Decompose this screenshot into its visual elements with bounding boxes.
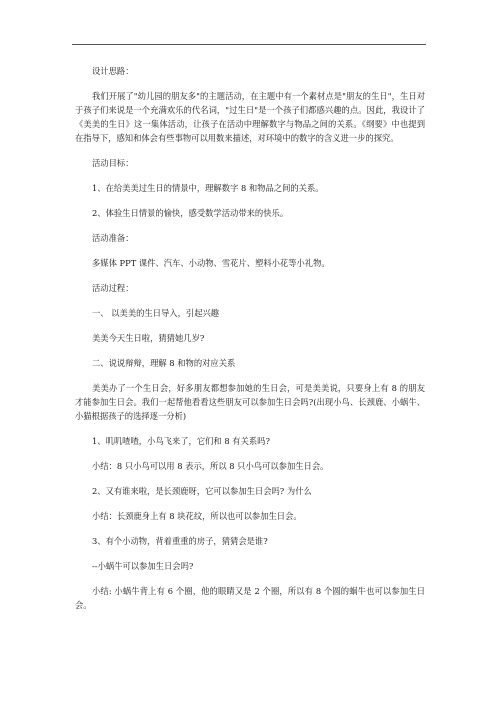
process-step-1-text: 美美今天生日啦，猜猜她几岁? xyxy=(92,333,205,343)
summary-giraffe: 小结：长颈鹿身上有 8 块花纹，所以也可以参加生日会。 xyxy=(92,511,302,521)
heading-activity-process: 活动过程： xyxy=(92,283,134,293)
heading-activity-goals: 活动目标： xyxy=(92,158,134,168)
summary-snail: 小结: 小蜗牛背上有 6 个圈，他的眼睛又是 2 个圈，所以有 8 个圆的蜗牛也可以参加生日会。 xyxy=(75,586,425,610)
question-snail: 3、有个小动物，背着重重的房子，猜猜会是谁? xyxy=(92,536,268,546)
heading-design-idea: 设计思路： xyxy=(92,66,134,76)
process-step-2-text: 美美办了一个生日会，好多朋友都想参加她的生日会，可是美美说，只要身上有 8 的朋友才能参加生日会。我们一起帮他看看这些朋友可以参加生日会吗?(出现小鸟、长颈鹿、小蜗牛、小猫根据孩子的选择逐一分析) xyxy=(75,383,425,421)
question-birds: 1、叽叽喳喳，小鸟飞来了，它们和 8 有关系吗? xyxy=(92,436,270,446)
question-giraffe: 2、又有谁来啦，是长颈鹿呀，它可以参加生日会吗? 为什么 xyxy=(92,486,312,496)
process-step-2-title: 二、说说辩辩，理解 8 和物的对应关系 xyxy=(92,358,236,368)
paragraph-design-idea: 我们开展了"幼儿园的朋友多"的主题活动，在主题中有一个素材点是"朋友的生日"，生日对于孩子们来说是一个充满欢乐的代名词，"过生日"是一个孩子们都感兴趣的点。因此，我设计了《美美的生日》这一集体活动，让孩子在活动中理解数字与物品之间的关系。《纲要》中也提到在指导下，感知和体会有些事物可以用数来描述，对环境中的数字的含义进一步的探究。 xyxy=(75,91,425,143)
heading-activity-prep: 活动准备： xyxy=(92,233,134,243)
goal-item-2: 2、体验生日情景的愉快，感受数学活动带来的快乐。 xyxy=(92,208,289,218)
header-rule xyxy=(72,44,426,45)
goal-item-1: 1、在给美美过生日的情景中，理解数字 8 和物品之间的关系。 xyxy=(92,183,324,193)
paragraph-prep-materials: 多媒体 PPT 课件、汽车、小动物、雪花片、塑料小花等小礼物。 xyxy=(92,258,330,268)
summary-birds: 小结：8 只小鸟可以用 8 表示，所以 8 只小鸟可以参加生日会。 xyxy=(92,461,329,471)
process-step-1-title: 一、 以美美的生日导入，引起兴趣 xyxy=(92,308,220,318)
document-body xyxy=(75,64,425,623)
question-snail-followup: --小蜗牛可以参加生日会吗? xyxy=(92,561,194,571)
